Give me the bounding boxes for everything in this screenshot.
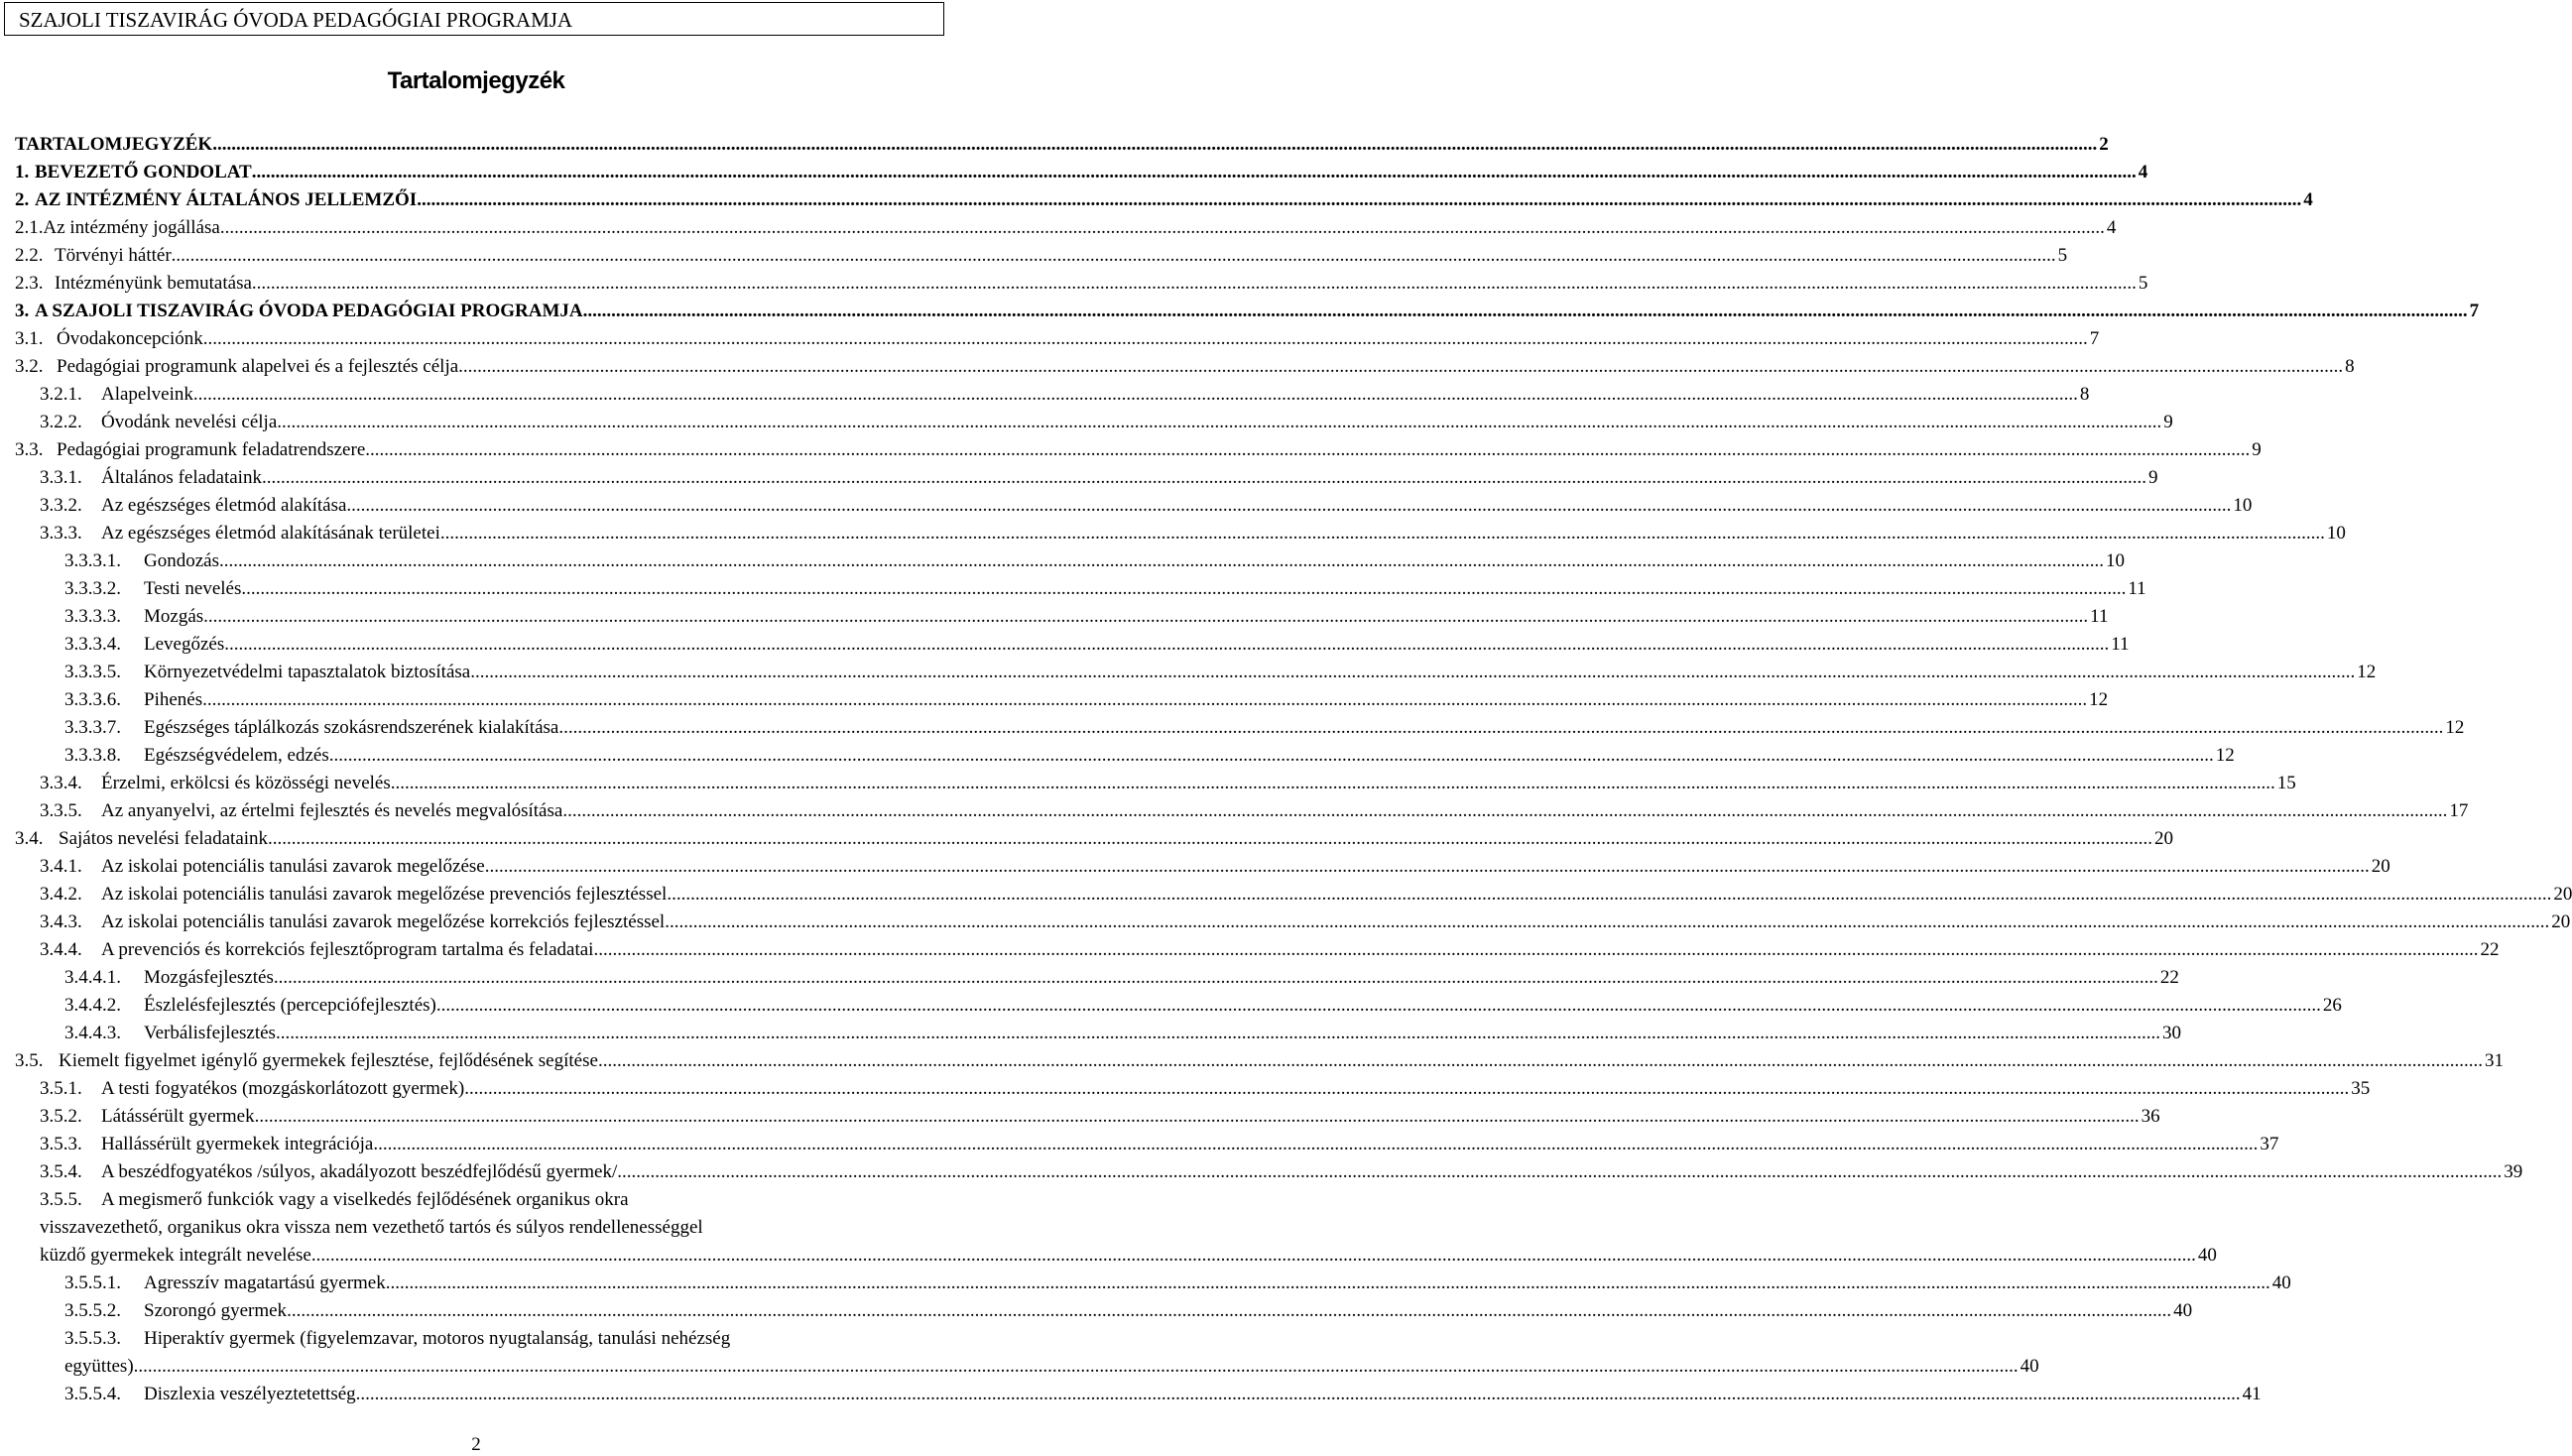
toc-link[interactable] xyxy=(15,825,2174,853)
dot-leader: ................................................................................................................................................................................................................................................................................................................................................................................................................ xyxy=(261,467,2146,488)
toc-entry-title: Az anyanyelvi, az értelmi fejlesztés és nevelés megvalósítása xyxy=(101,800,563,821)
toc-entry-title: Az egészséges életmód alakítása xyxy=(101,495,347,516)
toc-entry xyxy=(0,325,2100,353)
toc-entry-number: 3.4.2. xyxy=(40,884,82,905)
toc-entry-title: Verbálisfejlesztés xyxy=(144,1023,276,1043)
toc-entry-title: AZ INTÉZMÉNY ÁLTALÁNOS JELLEMZŐI xyxy=(35,189,418,210)
toc-entry-number: 3.3.3.2. xyxy=(64,578,121,599)
dot-leader: ................................................................................................................................................................................................................................................................................................................................................................................................................ xyxy=(582,301,2468,321)
toc-entry-number: 3.4.1. xyxy=(40,856,82,877)
toc-entry-title: Az iskolai potenciális tanulási zavarok megelőzése prevenciós fejlesztéssel xyxy=(101,884,668,905)
toc-page-number: 12 xyxy=(2089,689,2109,710)
toc-entry-title: Óvodánk nevelési célja xyxy=(101,412,278,432)
toc-entry-number: 2. xyxy=(15,189,30,210)
toc-entry xyxy=(0,1381,2262,1408)
toc-link[interactable] xyxy=(64,1381,2262,1408)
toc-entry-number: 3.2. xyxy=(15,356,44,377)
toc-entry xyxy=(0,964,2179,992)
toc-link[interactable] xyxy=(15,1047,2504,1075)
toc-link[interactable] xyxy=(64,686,2109,714)
dot-leader: ................................................................................................................................................................................................................................................................................................................................................................................................................ xyxy=(417,189,2302,210)
toc-link[interactable] xyxy=(40,770,2296,797)
toc-page-number: 2 xyxy=(2099,134,2109,155)
toc-entry xyxy=(0,1353,2039,1381)
toc-entry-number: 3.3.1. xyxy=(40,467,82,488)
toc-entry xyxy=(0,409,2173,436)
toc-link[interactable] xyxy=(64,1020,2181,1047)
toc-entry-number: 2.3. xyxy=(15,273,44,294)
toc-link[interactable] xyxy=(64,659,2377,686)
toc-link[interactable] xyxy=(40,381,2090,409)
dot-leader: ................................................................................................................................................................................................................................................................................................................................................................................................................ xyxy=(346,495,2232,516)
toc-page-number: 11 xyxy=(2128,578,2146,599)
toc-entry-title: A testi fogyatékos (mozgáskorlátozott gyermek) xyxy=(101,1078,465,1099)
toc-page-number: 36 xyxy=(2141,1106,2160,1127)
toc-entry-title-continued[interactable]: visszavezethető, organikus okra vissza nem vezethető tartós és súlyos rendellenességgel xyxy=(40,1217,703,1238)
toc-entry-number: 3.2.2. xyxy=(40,412,82,432)
toc-link[interactable] xyxy=(40,853,2390,881)
dot-leader: ................................................................................................................................................................................................................................................................................................................................................................................................................ xyxy=(218,550,2104,571)
toc-entry-number: 3.3.5. xyxy=(40,800,82,821)
toc-link[interactable] xyxy=(64,742,2235,770)
toc-entry-title: Az intézmény jogállása xyxy=(43,217,220,238)
toc-page-number: 20 xyxy=(2154,828,2174,849)
toc-entry-number: 3.5.5.1. xyxy=(64,1273,121,1293)
dot-leader: ................................................................................................................................................................................................................................................................................................................................................................................................................ xyxy=(597,1050,2483,1071)
toc-page-number: 15 xyxy=(2276,773,2296,793)
toc-entry xyxy=(0,742,2235,770)
toc-page-number: 26 xyxy=(2322,995,2342,1016)
toc-entry xyxy=(0,1158,2523,1186)
toc-entry-title-continued: küzdő gyermekek integrált nevelése xyxy=(40,1245,311,1266)
toc-link[interactable] xyxy=(15,242,2068,270)
dot-leader: ................................................................................................................................................................................................................................................................................................................................................................................................................ xyxy=(171,245,2056,266)
dot-leader: ................................................................................................................................................................................................................................................................................................................................................................................................................ xyxy=(192,384,2078,405)
toc-entry-number: 3.5. xyxy=(15,1050,44,1071)
toc-link[interactable] xyxy=(40,1103,2160,1131)
dot-leader: ................................................................................................................................................................................................................................................................................................................................................................................................................ xyxy=(439,523,2325,544)
toc-entry-number: 3.5.5.3. xyxy=(64,1328,121,1349)
toc-link[interactable] xyxy=(15,270,2148,298)
toc-entry xyxy=(0,1131,2279,1158)
toc-entry-title: Kiemelt figyelmet igénylő gyermekek fejlesztése, fejlődésének segítése xyxy=(59,1050,598,1071)
toc-entry-title: A SZAJOLI TISZAVIRÁG ÓVODA PEDAGÓGIAI PROGRAMJA xyxy=(35,301,583,321)
toc-entry xyxy=(0,1297,2193,1325)
toc-link[interactable] xyxy=(15,214,2117,242)
toc-entry-number: 3.3. xyxy=(15,439,44,460)
toc-link[interactable] xyxy=(40,881,2572,909)
toc-entry xyxy=(0,520,2346,547)
dot-leader: ................................................................................................................................................................................................................................................................................................................................................................................................................ xyxy=(254,1106,2140,1127)
toc-entry xyxy=(0,464,2158,492)
dot-leader: ................................................................................................................................................................................................................................................................................................................................................................................................................ xyxy=(219,217,2105,238)
toc-page-number: 5 xyxy=(2057,245,2068,266)
toc-link[interactable] xyxy=(15,353,2355,381)
toc-entry xyxy=(0,603,2109,631)
toc-link[interactable] xyxy=(64,603,2109,631)
toc-entry xyxy=(0,242,2068,270)
toc-link[interactable] xyxy=(64,964,2179,992)
dot-leader: ................................................................................................................................................................................................................................................................................................................................................................................................................ xyxy=(202,689,2088,710)
toc-link[interactable] xyxy=(40,492,2253,520)
dot-leader: ................................................................................................................................................................................................................................................................................................................................................................................................................ xyxy=(287,1300,2172,1321)
toc-entry-number: 2.2. xyxy=(15,245,44,266)
dot-leader: ................................................................................................................................................................................................................................................................................................................................................................................................................ xyxy=(224,634,2110,655)
toc-page-number: 4 xyxy=(2138,162,2148,182)
dot-leader: ................................................................................................................................................................................................................................................................................................................................................................................................................ xyxy=(593,939,2479,960)
dot-leader: ................................................................................................................................................................................................................................................................................................................................................................................................................ xyxy=(133,1356,2019,1377)
toc-entry-title: Törvényi háttér xyxy=(55,245,172,266)
toc-entry-number: 3.5.4. xyxy=(40,1161,82,1182)
toc-entry-number: 3.5.5.4. xyxy=(64,1384,121,1404)
toc-entry-number: 3.3.4. xyxy=(40,773,82,793)
toc-link[interactable] xyxy=(64,631,2130,659)
dot-leader: ................................................................................................................................................................................................................................................................................................................................................................................................................ xyxy=(365,439,2251,460)
toc-link[interactable] xyxy=(64,547,2125,575)
toc-page-number: 7 xyxy=(2469,301,2480,321)
toc-page-number: 37 xyxy=(2260,1134,2279,1154)
toc-page-number: 11 xyxy=(2090,606,2109,627)
toc-entry-title: Pedagógiai programunk alapelvei és a fejlesztés célja xyxy=(57,356,459,377)
toc-entry xyxy=(0,492,2253,520)
dot-leader: ................................................................................................................................................................................................................................................................................................................................................................................................................ xyxy=(251,162,2137,182)
toc-page-number: 9 xyxy=(2252,439,2262,460)
dot-leader: ................................................................................................................................................................................................................................................................................................................................................................................................................ xyxy=(251,273,2137,294)
toc-entry xyxy=(0,881,2572,909)
toc-entry xyxy=(0,270,2148,298)
dot-leader: ................................................................................................................................................................................................................................................................................................................................................................................................................ xyxy=(558,717,2444,738)
toc-entry-number: 3.5.2. xyxy=(40,1106,82,1127)
toc-page-number: 12 xyxy=(2215,745,2235,766)
toc-entry-title: A prevenciós és korrekciós fejlesztőprogram tartalma és feladatai xyxy=(101,939,594,960)
toc-page-number: 11 xyxy=(2111,634,2130,655)
dot-leader: ................................................................................................................................................................................................................................................................................................................................................................................................................ xyxy=(203,606,2089,627)
toc-entry xyxy=(0,909,2571,936)
toc-entry-title: Diszlexia veszélyeztetettség xyxy=(144,1384,356,1404)
toc-entry-number: 3.3.3.6. xyxy=(64,689,121,710)
toc-entry-number: 3.4.3. xyxy=(40,911,82,932)
toc-entry-title: Testi nevelés xyxy=(144,578,242,599)
toc-entry xyxy=(0,353,2355,381)
toc-entry xyxy=(0,159,2148,186)
toc-page-number: 40 xyxy=(2197,1245,2217,1266)
toc-entry-number: 3.3.3.3. xyxy=(64,606,121,627)
toc-entry-number: 3.4.4.1. xyxy=(64,967,121,988)
toc-link[interactable] xyxy=(64,1353,2039,1381)
toc-entry xyxy=(0,686,2109,714)
toc-entry xyxy=(0,1075,2371,1103)
toc-entry-number: 3.3.2. xyxy=(40,495,82,516)
toc-entry-title: Egészséges táplálkozás szokásrendszerének kialakítása xyxy=(144,717,559,738)
toc-page-number: 40 xyxy=(2173,1300,2193,1321)
toc-entry-number: 3.4.4. xyxy=(40,939,82,960)
toc-entry xyxy=(0,186,2313,214)
toc-page-number: 20 xyxy=(2551,911,2571,932)
running-header-text: SZAJOLI TISZAVIRÁG ÓVODA PEDAGÓGIAI PROGRAMJA xyxy=(19,8,573,32)
toc-entry-title[interactable]: Hiperaktív gyermek (figyelemzavar, motoros nyugtalanság, tanulási nehézség xyxy=(144,1328,731,1349)
toc-entry-number: 3.3.3.5. xyxy=(64,662,121,682)
dot-leader: ................................................................................................................................................................................................................................................................................................................................................................................................................ xyxy=(385,1273,2270,1293)
toc-entry-number: 3.3.3.4. xyxy=(64,634,121,655)
toc-entry-title-continued: együttes) xyxy=(64,1356,134,1377)
toc-page-number: 39 xyxy=(2504,1161,2523,1182)
toc-page-number: 10 xyxy=(2105,550,2125,571)
dot-leader: ................................................................................................................................................................................................................................................................................................................................................................................................................ xyxy=(268,828,2153,849)
toc-entry xyxy=(0,631,2130,659)
toc-link[interactable] xyxy=(40,464,2158,492)
toc-entry xyxy=(0,1020,2181,1047)
toc-entry-title: Általános feladataink xyxy=(101,467,262,488)
toc-entry xyxy=(0,1103,2160,1131)
toc-page-number: 41 xyxy=(2242,1384,2262,1404)
toc-entry-line xyxy=(0,1325,952,1353)
toc-entry-title: Levegőzés xyxy=(144,634,225,655)
toc-entry-title: Intézményünk bemutatása xyxy=(55,273,252,294)
toc-entry-number: 3.5.3. xyxy=(40,1134,82,1154)
page-title: Tartalomjegyzék xyxy=(387,67,565,94)
toc-page-number: 30 xyxy=(2161,1023,2181,1043)
toc-link[interactable] xyxy=(40,1131,2279,1158)
toc-link[interactable] xyxy=(64,714,2465,742)
running-header xyxy=(4,2,944,36)
toc-link[interactable] xyxy=(15,159,2148,186)
toc-entry xyxy=(0,659,2377,686)
toc-entry xyxy=(0,797,2469,825)
toc-link[interactable] xyxy=(64,1297,2193,1325)
dot-leader: ................................................................................................................................................................................................................................................................................................................................................................................................................ xyxy=(667,884,2552,905)
toc-entry xyxy=(0,575,2146,603)
toc-page-number: 35 xyxy=(2351,1078,2371,1099)
toc-link[interactable] xyxy=(40,409,2173,436)
dot-leader: ................................................................................................................................................................................................................................................................................................................................................................................................................ xyxy=(435,995,2321,1016)
toc-entry xyxy=(0,853,2390,881)
toc-entry-title: Pihenés xyxy=(144,689,203,710)
toc-entry-title: Látássérült gyermek xyxy=(101,1106,255,1127)
toc-page-number: 10 xyxy=(2326,523,2346,544)
toc-entry xyxy=(0,1047,2504,1075)
dot-leader: ................................................................................................................................................................................................................................................................................................................................................................................................................ xyxy=(212,134,2098,155)
toc-page-number: 8 xyxy=(2345,356,2355,377)
toc-entry-title: BEVEZETŐ GONDOLAT xyxy=(35,162,252,182)
toc-link[interactable] xyxy=(64,1270,2291,1297)
dot-leader: ................................................................................................................................................................................................................................................................................................................................................................................................................ xyxy=(617,1161,2503,1182)
toc-page-number: 20 xyxy=(2553,884,2572,905)
toc-link[interactable] xyxy=(64,575,2146,603)
dot-leader: ................................................................................................................................................................................................................................................................................................................................................................................................................ xyxy=(470,662,2356,682)
toc-page-number: 17 xyxy=(2449,800,2469,821)
toc-entry-number: 3.3.3.1. xyxy=(64,550,121,571)
toc-entry-title: Hallássérült gyermekek integrációja xyxy=(101,1134,374,1154)
toc-entry-title: Az egészséges életmód alakításának területei xyxy=(101,523,440,544)
toc-entry xyxy=(0,131,2109,159)
toc-entry-line xyxy=(0,1186,952,1214)
toc-page-number: 40 xyxy=(2020,1356,2039,1377)
toc-page-number: 4 xyxy=(2303,189,2313,210)
toc-entry-title: Alapelveink xyxy=(101,384,193,405)
toc-entry xyxy=(0,381,2090,409)
toc-entry xyxy=(0,936,2500,964)
dot-leader: ................................................................................................................................................................................................................................................................................................................................................................................................................ xyxy=(310,1245,2196,1266)
toc-entry-title: Egészségvédelem, edzés xyxy=(144,745,329,766)
toc-page-number: 7 xyxy=(2089,328,2100,349)
toc-entry-title: Mozgás xyxy=(144,606,204,627)
dot-leader: ................................................................................................................................................................................................................................................................................................................................................................................................................ xyxy=(464,1078,2350,1099)
toc-link[interactable] xyxy=(64,992,2342,1020)
toc-entry-number: 3.4.4.2. xyxy=(64,995,121,1016)
toc-entry-line xyxy=(0,1214,952,1242)
toc-entry xyxy=(0,714,2465,742)
toc-entry xyxy=(0,214,2117,242)
toc-page-number: 22 xyxy=(2480,939,2500,960)
dot-leader: ................................................................................................................................................................................................................................................................................................................................................................................................................ xyxy=(277,412,2162,432)
toc-page-number: 31 xyxy=(2484,1050,2504,1071)
toc-link[interactable] xyxy=(40,1242,2217,1270)
toc-entry-number: 3.5.5. xyxy=(40,1189,82,1210)
toc-page-number: 40 xyxy=(2271,1273,2291,1293)
dot-leader: ................................................................................................................................................................................................................................................................................................................................................................................................................ xyxy=(328,745,2214,766)
dot-leader: ................................................................................................................................................................................................................................................................................................................................................................................................................ xyxy=(241,578,2127,599)
toc-page-number: 4 xyxy=(2106,217,2117,238)
toc-entry-number: 3.3.3.7. xyxy=(64,717,121,738)
dot-leader: ................................................................................................................................................................................................................................................................................................................................................................................................................ xyxy=(273,967,2158,988)
dot-leader: ................................................................................................................................................................................................................................................................................................................................................................................................................ xyxy=(562,800,2448,821)
toc-page-number: 10 xyxy=(2233,495,2253,516)
toc-link[interactable] xyxy=(40,1075,2371,1103)
dot-leader: ................................................................................................................................................................................................................................................................................................................................................................................................................ xyxy=(458,356,2344,377)
toc-link[interactable] xyxy=(15,131,2109,159)
toc-entry-number: 1. xyxy=(15,162,30,182)
toc-entry xyxy=(0,770,2296,797)
toc-entry-title: Gondozás xyxy=(144,550,219,571)
toc-entry-number: 3.5.1. xyxy=(40,1078,82,1099)
toc-entry-title: Pedagógiai programunk feladatrendszere xyxy=(57,439,366,460)
dot-leader: ................................................................................................................................................................................................................................................................................................................................................................................................................ xyxy=(275,1023,2160,1043)
toc-link[interactable] xyxy=(40,909,2571,936)
toc-page-number: 12 xyxy=(2357,662,2377,682)
toc-page-number: 9 xyxy=(2163,412,2173,432)
dot-leader: ................................................................................................................................................................................................................................................................................................................................................................................................................ xyxy=(373,1134,2259,1154)
toc-entry-title: Szorongó gyermek xyxy=(144,1300,288,1321)
toc-entry-number: 3.3.3.8. xyxy=(64,745,121,766)
toc-entry-number: 3.2.1. xyxy=(40,384,82,405)
dot-leader: ................................................................................................................................................................................................................................................................................................................................................................................................................ xyxy=(355,1384,2241,1404)
toc-page-number: 5 xyxy=(2138,273,2148,294)
toc-page-number: 12 xyxy=(2445,717,2465,738)
dot-leader: ................................................................................................................................................................................................................................................................................................................................................................................................................ xyxy=(484,856,2370,877)
toc-entry-number: 3. xyxy=(15,301,30,321)
toc-entry-title: Érzelmi, erkölcsi és közösségi nevelés xyxy=(101,773,391,793)
toc-link[interactable] xyxy=(40,1158,2523,1186)
toc-entry xyxy=(0,547,2125,575)
toc-entry-title: Agresszív magatartású gyermek xyxy=(144,1273,386,1293)
toc-entry-title: Óvodakoncepciónk xyxy=(57,328,203,349)
toc-page-number: 20 xyxy=(2371,856,2390,877)
page-number: 2 xyxy=(471,1434,481,1455)
dot-leader: ................................................................................................................................................................................................................................................................................................................................................................................................................ xyxy=(665,911,2550,932)
toc-entry-number: 2.1. xyxy=(15,217,44,238)
toc-entry-title: Észlelésfejlesztés (percepciófejlesztés) xyxy=(144,995,436,1016)
toc-entry-title[interactable]: A megismerő funkciók vagy a viselkedés fejlődésének organikus okra xyxy=(101,1189,629,1210)
toc-entry xyxy=(0,825,2174,853)
toc-entry xyxy=(0,298,2480,325)
toc-link[interactable] xyxy=(40,520,2346,547)
toc-entry-number: 3.5.5.2. xyxy=(64,1300,121,1321)
toc-entry-number: 3.4.4.3. xyxy=(64,1023,121,1043)
toc-entry-number: 3.4. xyxy=(15,828,44,849)
toc-link[interactable] xyxy=(15,436,2262,464)
toc-entry-number: 3.3.3. xyxy=(40,523,82,544)
toc-link[interactable] xyxy=(15,186,2313,214)
toc-page-number: 8 xyxy=(2079,384,2090,405)
toc-link[interactable] xyxy=(40,936,2500,964)
toc-entry-title: Mozgásfejlesztés xyxy=(144,967,274,988)
toc-entry-title: Sajátos nevelési feladataink xyxy=(59,828,269,849)
toc-link[interactable] xyxy=(15,298,2480,325)
toc-entry-number: 3.1. xyxy=(15,328,44,349)
toc-entry xyxy=(0,1270,2291,1297)
toc-entry xyxy=(0,992,2342,1020)
toc-link[interactable] xyxy=(15,325,2100,353)
dot-leader: ................................................................................................................................................................................................................................................................................................................................................................................................................ xyxy=(390,773,2275,793)
toc-page-number: 22 xyxy=(2159,967,2179,988)
toc-page-number: 9 xyxy=(2147,467,2158,488)
toc-entry xyxy=(0,1242,2217,1270)
toc-entry-title: Az iskolai potenciális tanulási zavarok megelőzése xyxy=(101,856,485,877)
toc-entry xyxy=(0,436,2262,464)
toc-entry-title: Környezetvédelmi tapasztalatok biztosítása xyxy=(144,662,471,682)
dot-leader: ................................................................................................................................................................................................................................................................................................................................................................................................................ xyxy=(202,328,2088,349)
toc-entry-title: A beszédfogyatékos /súlyos, akadályozott beszédfejlődésű gyermek/ xyxy=(101,1161,618,1182)
toc-entry-title: Az iskolai potenciális tanulási zavarok megelőzése korrekciós fejlesztéssel xyxy=(101,911,666,932)
toc-link[interactable] xyxy=(40,797,2469,825)
toc-entry-title: TARTALOMJEGYZÉK xyxy=(15,134,213,155)
